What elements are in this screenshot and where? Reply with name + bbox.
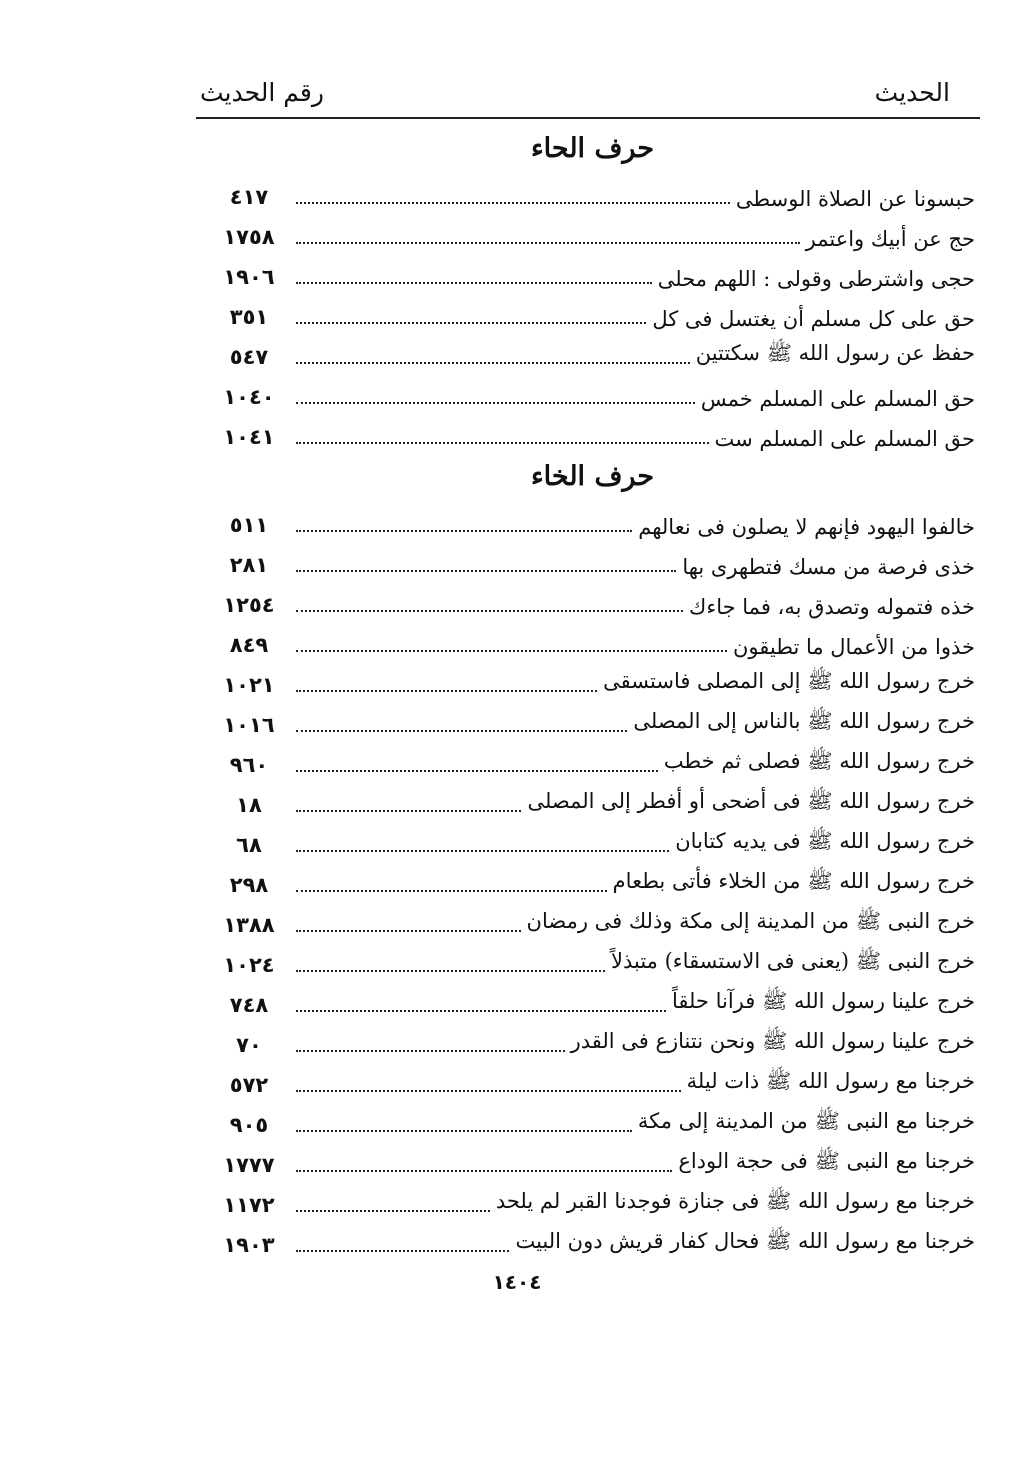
index-entry <box>210 1183 975 1223</box>
index-entry <box>210 903 975 943</box>
index-entry <box>210 823 975 863</box>
hadith-text: خرج علينا رسول الله ﷺ فرآنا حلقاً <box>671 989 975 1013</box>
hadith-number: ١٠٢١ <box>223 673 275 697</box>
hadith-number: ٢٩٨ <box>229 873 269 897</box>
dot-leader <box>296 402 695 404</box>
hadith-number: ١٢٥٤ <box>223 593 275 617</box>
hadith-text: حفظ عن رسول الله ﷺ سكتتين <box>695 341 975 365</box>
hadith-number: ٩٦٠ <box>229 753 269 777</box>
hadith-number: ١٠٤٠ <box>223 385 275 409</box>
index-entry <box>210 375 975 415</box>
hadith-number: ٥٤٧ <box>229 345 269 369</box>
hadith-text: خرج رسول الله ﷺ إلى المصلى فاستسقى <box>603 669 975 693</box>
dot-leader <box>296 202 730 204</box>
hadith-number: ١٣٨٨ <box>223 913 275 937</box>
dot-leader <box>296 242 800 244</box>
index-entry <box>210 983 975 1023</box>
index-content <box>210 127 975 1263</box>
dot-leader <box>296 930 521 932</box>
index-entry <box>210 503 975 543</box>
section-title: حرف الخاء <box>530 461 655 492</box>
dot-leader <box>296 1050 565 1052</box>
index-entry <box>210 1023 975 1063</box>
dot-leader <box>296 442 709 444</box>
dot-leader <box>296 570 676 572</box>
dot-leader <box>296 1090 681 1092</box>
index-entry <box>210 1223 975 1263</box>
hadith-text: خرج علينا رسول الله ﷺ ونحن نتنازع فى القدر <box>570 1029 975 1053</box>
dot-leader <box>296 970 605 972</box>
header-divider <box>196 117 980 119</box>
dot-leader <box>296 850 669 852</box>
dot-leader <box>296 530 632 532</box>
header-hadith-number-label: رقم الحديث <box>200 78 324 107</box>
index-entry <box>210 743 975 783</box>
hadith-text: خرجنا مع النبى ﷺ من المدينة إلى مكة <box>637 1109 975 1133</box>
hadith-number: ٣٥١ <box>229 305 269 329</box>
hadith-text: خذى فرصة من مسك فتطهرى بها <box>682 555 975 579</box>
index-entry <box>210 543 975 583</box>
hadith-number: ١١٧٢ <box>223 1193 275 1217</box>
hadith-text: حق على كل مسلم أن يغتسل فى كل <box>652 307 975 331</box>
hadith-number: ٨٤٩ <box>229 633 269 657</box>
index-entry <box>210 1143 975 1183</box>
hadith-number: ٦٨ <box>236 833 262 857</box>
index-entry <box>210 415 975 455</box>
dot-leader <box>296 770 658 772</box>
hadith-text: حق المسلم على المسلم خمس <box>700 387 975 411</box>
hadith-text: خذوا من الأعمال ما تطيقون <box>732 635 975 659</box>
dot-leader <box>296 1170 672 1172</box>
hadith-text: خرج رسول الله ﷺ بالناس إلى المصلى <box>633 709 975 733</box>
index-entry <box>210 1103 975 1143</box>
hadith-text: حبسونا عن الصلاة الوسطى <box>735 187 975 211</box>
dot-leader <box>296 1210 490 1212</box>
hadith-number: ١٩٠٣ <box>223 1233 275 1257</box>
index-entry <box>210 255 975 295</box>
dot-leader <box>296 890 607 892</box>
header-hadith-label: الحديث <box>874 78 950 107</box>
hadith-text: خرجنا مع رسول الله ﷺ فى جنازة فوجدنا القبر لم يلحد <box>495 1189 975 1213</box>
hadith-text: خرج رسول الله ﷺ من الخلاء فأتى بطعام <box>612 869 975 893</box>
hadith-text: حجى واشترطى وقولى : اللهم محلى <box>657 267 975 291</box>
dot-leader <box>296 1130 632 1132</box>
hadith-number: ٥١١ <box>229 513 269 537</box>
hadith-number: ٥٧٢ <box>229 1073 269 1097</box>
dot-leader <box>296 362 690 364</box>
dot-leader <box>296 610 683 612</box>
dot-leader <box>296 322 646 324</box>
index-entry <box>210 295 975 335</box>
hadith-text: خرج النبى ﷺ من المدينة إلى مكة وذلك فى رمضان <box>526 909 975 933</box>
section-title: حرف الحاء <box>530 133 655 164</box>
index-entry <box>210 215 975 255</box>
index-entry <box>210 175 975 215</box>
hadith-text: خرجنا مع النبى ﷺ فى حجة الوداع <box>678 1149 975 1173</box>
hadith-text: خرج رسول الله ﷺ فصلى ثم خطب <box>663 749 975 773</box>
hadith-text: حق المسلم على المسلم ست <box>714 427 975 451</box>
hadith-number: ٩٠٥ <box>229 1113 269 1137</box>
dot-leader <box>296 1010 666 1012</box>
hadith-number: ١٠١٦ <box>223 713 275 737</box>
dot-leader <box>296 1250 509 1252</box>
index-entry <box>210 335 975 375</box>
hadith-number: ٧٤٨ <box>229 993 269 1017</box>
hadith-number: ٧٠ <box>236 1033 262 1057</box>
hadith-text: خرجنا مع رسول الله ﷺ فحال كفار قريش دون البيت <box>515 1229 975 1253</box>
dot-leader <box>296 730 627 732</box>
hadith-text: حج عن أبيك واعتمر <box>805 227 975 251</box>
hadith-text: خرج النبى ﷺ (يعنى فى الاستسقاء) متبذلاً <box>611 949 975 973</box>
index-entry <box>210 783 975 823</box>
dot-leader <box>296 650 727 652</box>
index-entry <box>210 703 975 743</box>
index-entry <box>210 663 975 703</box>
hadith-text: خالفوا اليهود فإنهم لا يصلون فى نعالهم <box>638 515 975 539</box>
hadith-text: خذه فتموله وتصدق به، فما جاءك <box>689 595 975 619</box>
hadith-number: ١٩٠٦ <box>223 265 275 289</box>
page-number: ١٤٠٤ <box>492 1270 542 1294</box>
hadith-text: خرجنا مع رسول الله ﷺ ذات ليلة <box>686 1069 975 1093</box>
index-entry <box>210 623 975 663</box>
hadith-number: ١٠٢٤ <box>223 953 275 977</box>
hadith-number: ١٠٤١ <box>223 425 275 449</box>
hadith-number: ١٧٧٧ <box>223 1153 275 1177</box>
dot-leader <box>296 810 521 812</box>
hadith-number: ٤١٧ <box>229 185 269 209</box>
hadith-number: ١٨ <box>236 793 262 817</box>
hadith-number: ١٧٥٨ <box>223 225 275 249</box>
hadith-number: ٢٨١ <box>229 553 269 577</box>
index-entry <box>210 1063 975 1103</box>
dot-leader <box>296 690 597 692</box>
dot-leader <box>296 282 652 284</box>
index-entry <box>210 583 975 623</box>
index-entry <box>210 943 975 983</box>
index-entry <box>210 863 975 903</box>
hadith-text: خرج رسول الله ﷺ فى أضحى أو أفطر إلى المصلى <box>527 789 975 813</box>
hadith-text: خرج رسول الله ﷺ فى يديه كتابان <box>675 829 975 853</box>
